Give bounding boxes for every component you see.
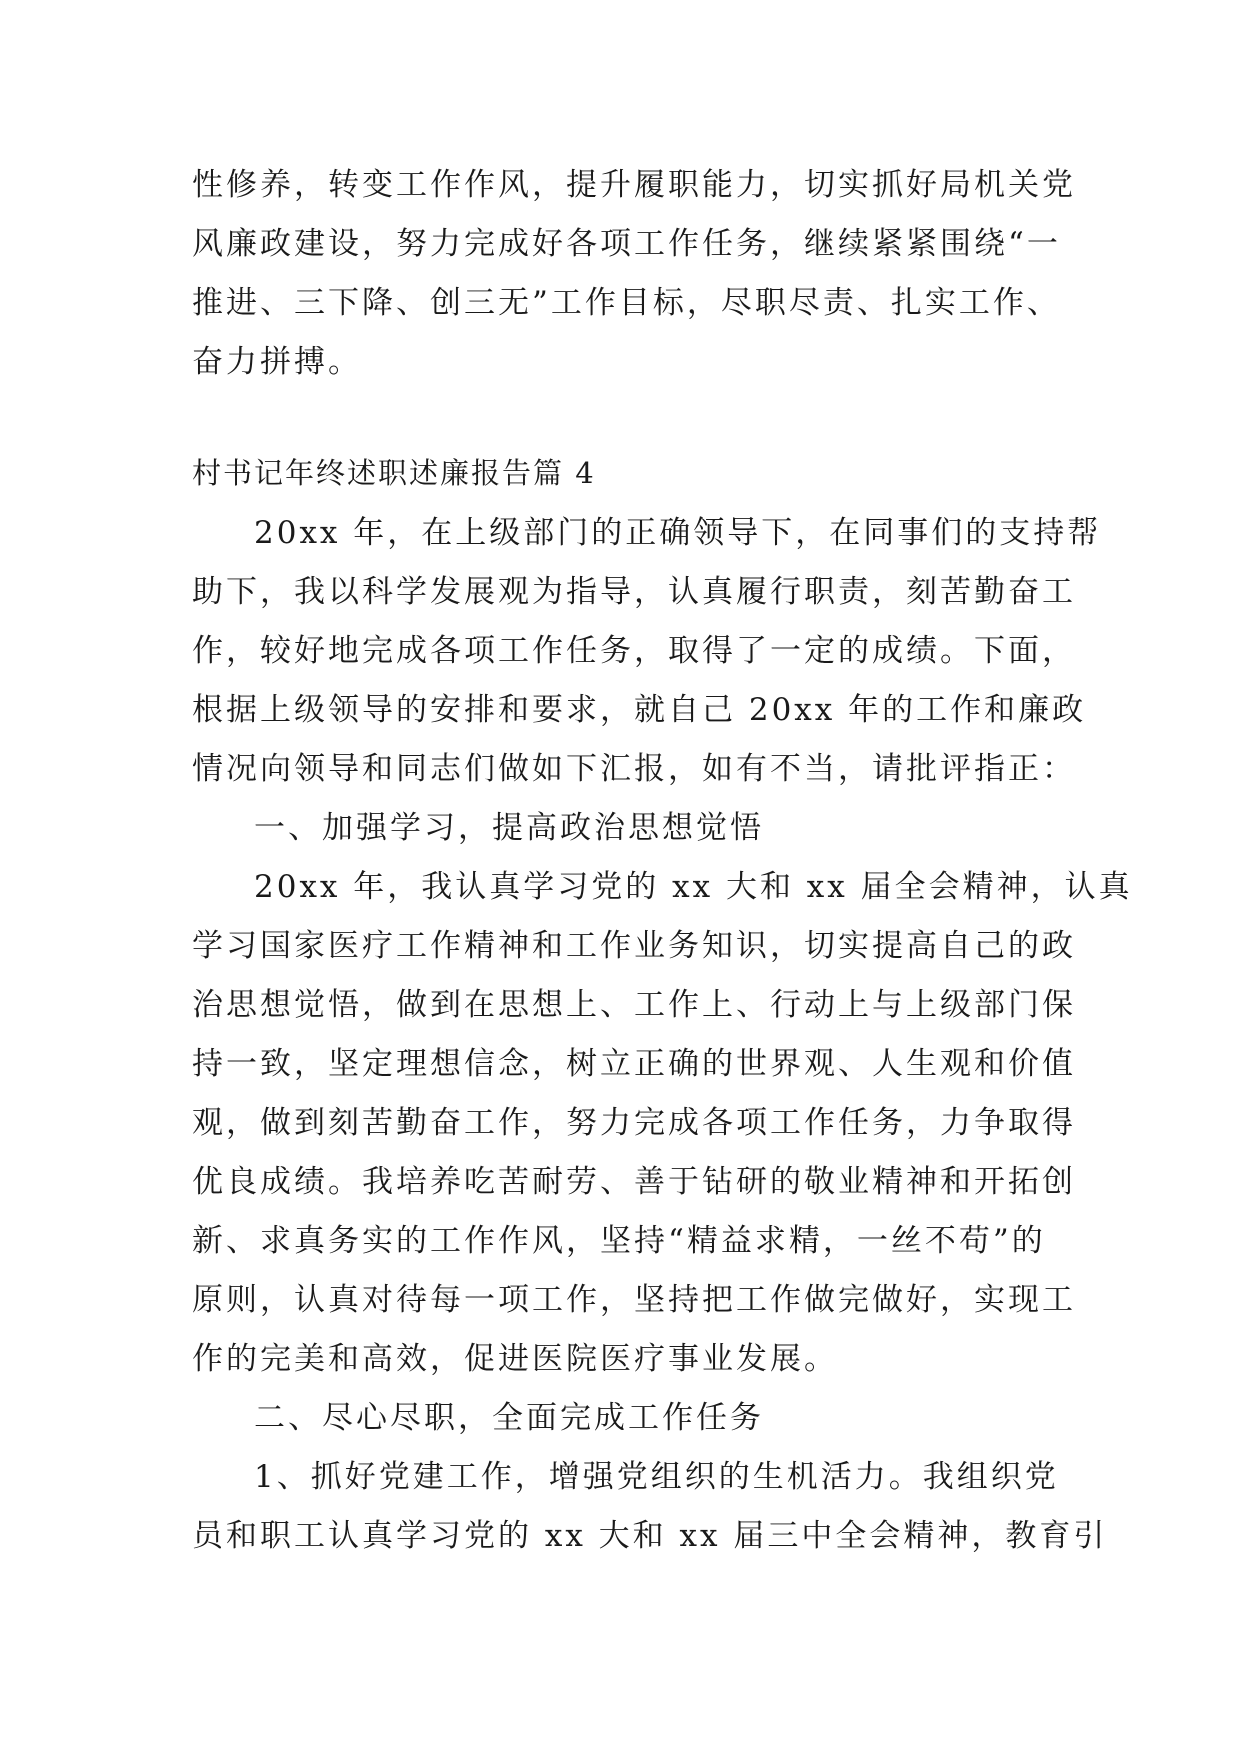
paragraph-line: 风廉政建设，努力完成好各项工作任务，继续紧紧围绕“一 [192, 226, 1061, 262]
body-line: 1、抓好党建工作，增强党组织的生机活力。我组织党 [254, 1459, 1059, 1495]
body-line: 员和职工认真学习党的 xx 大和 xx 届三中全会精神，教育引 [192, 1518, 1108, 1554]
body-line: 一、加强学习，提高政治思想觉悟 [254, 810, 764, 846]
section-heading-container [192, 445, 1072, 501]
body-line: 持一致，坚定理想信念，树立正确的世界观、人生观和价值 [192, 1046, 1076, 1082]
body-line: 治思想觉悟，做到在思想上、工作上、行动上与上级部门保 [192, 987, 1076, 1023]
body-line: 根据上级领导的安排和要求，就自己 20xx 年的工作和廉政 [192, 692, 1087, 728]
body-line: 优良成绩。我培养吃苦耐劳、善于钻研的敬业精神和开拓创 [192, 1164, 1076, 1200]
body-line: 二、尽心尽职，全面完成工作任务 [254, 1400, 764, 1436]
section-title: 村书记年终述职述廉报告篇 4 [192, 456, 596, 490]
body-line: 20xx 年，在上级部门的正确领导下，在同事们的支持帮 [254, 515, 1102, 551]
body-line: 情况向领导和同志们做如下汇报，如有不当，请批评指正： [192, 751, 1076, 787]
body-line: 作的完美和高效，促进医院医疗事业发展。 [192, 1341, 838, 1377]
body-line: 学习国家医疗工作精神和工作业务知识，切实提高自己的政 [192, 928, 1076, 964]
body-line: 新、求真务实的工作作风，坚持“精益求精，一丝不苟”的 [192, 1223, 1046, 1259]
body-line: 20xx 年，我认真学习党的 xx 大和 xx 届全会精神，认真 [254, 869, 1133, 905]
body-line: 观，做到刻苦勤奋工作，努力完成各项工作任务，力争取得 [192, 1105, 1076, 1141]
continued-paragraph [192, 156, 1076, 392]
paragraph-line: 奋力拼搏。 [192, 344, 362, 380]
report-body [192, 504, 1133, 1566]
body-line: 助下，我以科学发展观为指导，认真履行职责，刻苦勤奋工 [192, 574, 1076, 610]
body-line: 原则，认真对待每一项工作，坚持把工作做完做好，实现工 [192, 1282, 1076, 1318]
paragraph-line: 性修养，转变工作作风，提升履职能力，切实抓好局机关党 [192, 167, 1076, 203]
paragraph-line: 推进、三下降、创三无”工作目标，尽职尽责、扎实工作、 [192, 285, 1061, 321]
body-line: 作，较好地完成各项工作任务，取得了一定的成绩。下面， [192, 633, 1076, 669]
